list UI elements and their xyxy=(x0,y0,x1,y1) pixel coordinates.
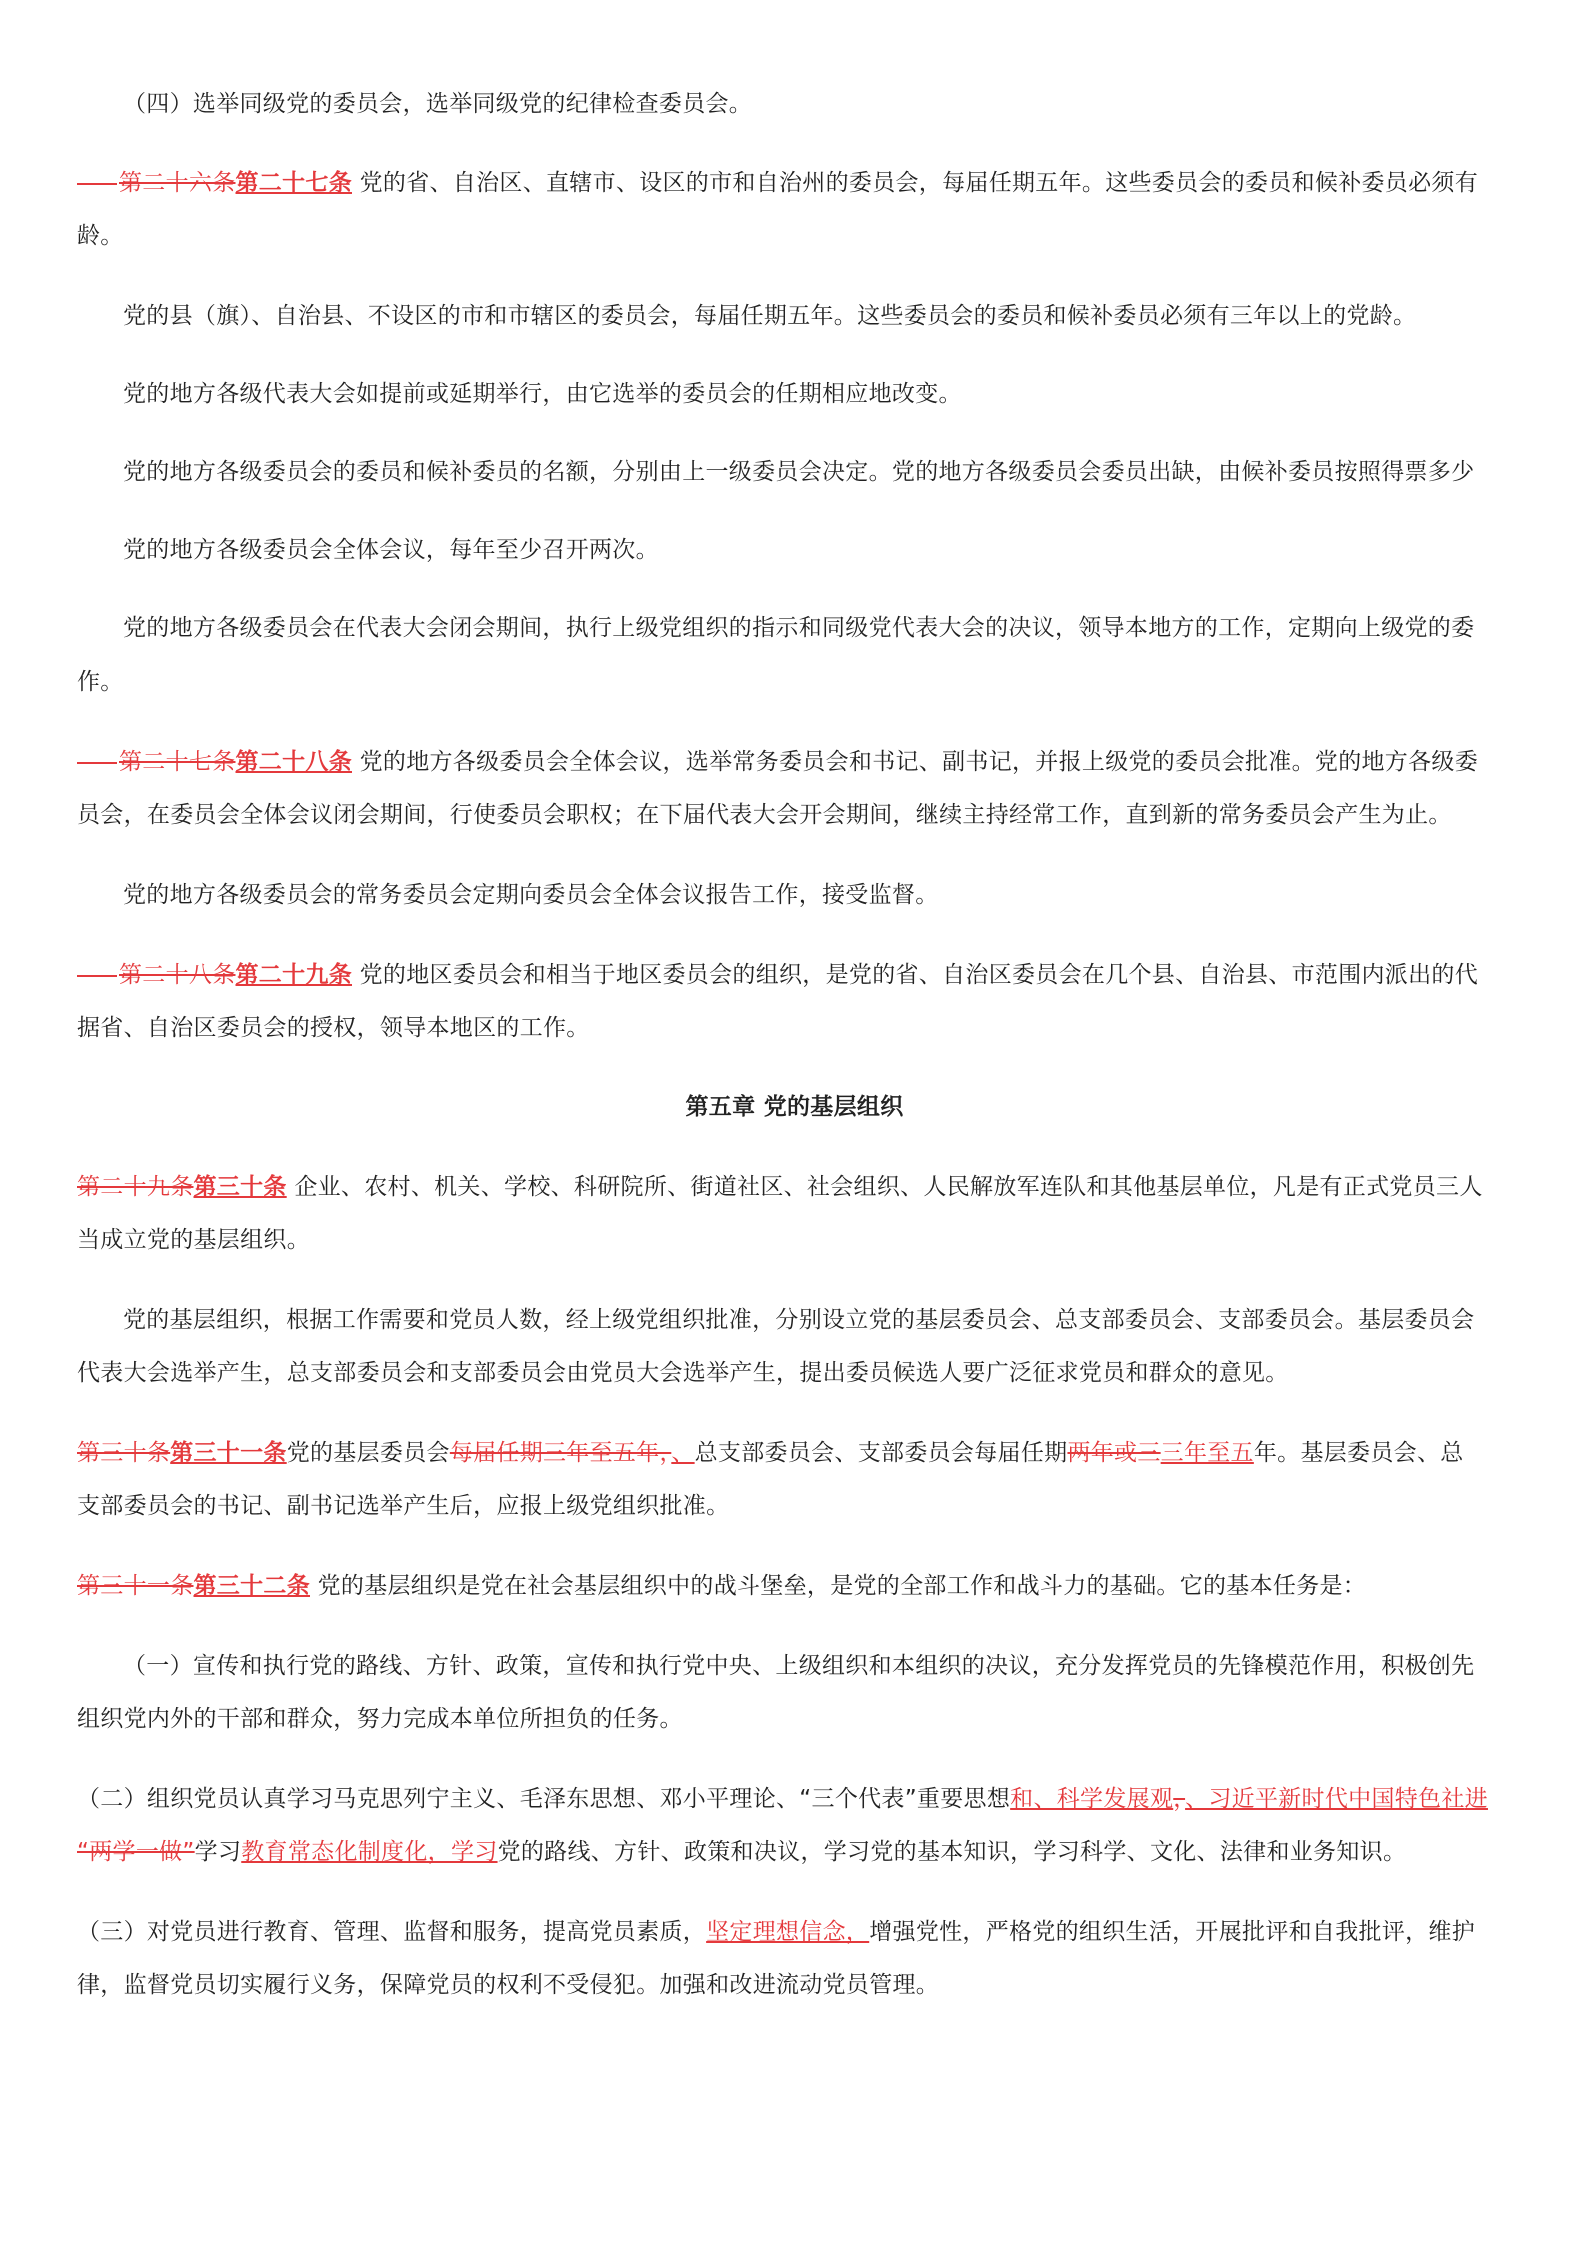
deleted-text: ， xyxy=(1173,1786,1186,1812)
article-32-line-1 xyxy=(77,1570,1366,1602)
article-text: 党的地区委员会和相当于地区委员会的组织，是党的省、自治区委员会在几个县、自治县、市范围内派出的代 xyxy=(352,962,1479,988)
task-1-line-2: 组织党内外的干部和群众，努力完成本单位所担负的任务。 xyxy=(77,1706,683,1732)
deleted-article-number: 第二十九条 xyxy=(77,1174,194,1200)
deleted-text: 两年或三 xyxy=(1067,1440,1161,1466)
paragraph-county-committee: 党的县（旗）、自治县、不设区的市和市辖区的委员会，每届任期五年。这些委员会的委员和候补委员必须有三年以上的党龄。 xyxy=(123,303,1417,329)
inserted-article-number: 第三十条 xyxy=(193,1174,287,1200)
inserted-article-number: 第二十七条 xyxy=(235,170,352,196)
task-3-line-2: 律，监督党员切实履行义务，保障党员的权利不受侵犯。加强和改进流动党员管理。 xyxy=(77,1972,940,1998)
article-text: 党的地方各级委员会全体会议，选举常务委员会和书记、副书记，并报上级党的委员会批准。党的地方各级委 xyxy=(352,749,1479,775)
inserted-article-number: 第二十八条 xyxy=(235,749,352,775)
article-31-line-1 xyxy=(77,1437,1464,1469)
article-text: 总支部委员会、支部委员会每届任期 xyxy=(694,1440,1068,1466)
deleted-article-number: 第二十八条 xyxy=(119,962,236,988)
clause-4-text: （四）选举同级党的委员会，选举同级党的纪律检查委员会。 xyxy=(123,91,753,117)
article-31-line-2: 支部委员会的书记、副书记选举产生后，应报上级党组织批准。 xyxy=(77,1493,730,1519)
article-text: 党的基层委员会 xyxy=(286,1440,450,1466)
inserted-article-number: 第三十二条 xyxy=(193,1573,310,1599)
inserted-article-number: 第二十九条 xyxy=(235,962,352,988)
article-27-line-2: 龄。 xyxy=(77,223,124,249)
chapter-heading: 第五章 党的基层组织 xyxy=(685,1094,904,1120)
deleted-text: “两学一做” xyxy=(77,1839,195,1865)
inserted-article-number: 第三十一条 xyxy=(170,1440,287,1466)
inserted-text: 坚定理想信念， xyxy=(706,1919,870,1945)
task-text: （二）组织党员认真学习马克思列宁主义、毛泽东思想、邓小平理论、“三个代表”重要思想 xyxy=(77,1786,1011,1812)
article-30-line-2: 当成立党的基层组织。 xyxy=(77,1227,310,1253)
task-text: 党的路线、方针、政策和决议，学习党的基本知识，学习科学、文化、法律和业务知识。 xyxy=(497,1839,1407,1865)
paragraph-standing-committee: 党的地方各级委员会的常务委员会定期向委员会全体会议报告工作，接受监督。 xyxy=(123,882,939,908)
article-29-line-2: 据省、自治区委员会的授权，领导本地区的工作。 xyxy=(77,1015,590,1041)
article-27-line-1 xyxy=(77,167,1478,199)
deleted-article-number: 第二十六条 xyxy=(119,170,236,196)
deleted-dash xyxy=(77,762,117,764)
deleted-dash xyxy=(77,975,117,977)
task-text: （三）对党员进行教育、管理、监督和服务，提高党员素质， xyxy=(77,1919,707,1945)
task-2-line-1 xyxy=(77,1783,1488,1815)
article-28-line-2: 员会，在委员会全体会议闭会期间，行使委员会职权；在下届代表大会开会期间，继续主持经常工作，直到新的常务委员会产生为止。 xyxy=(77,802,1452,828)
task-3-line-1 xyxy=(77,1916,1475,1948)
inserted-text: 教育常态化制度化，学习 xyxy=(241,1839,498,1865)
paragraph-congress-timing: 党的地方各级代表大会如提前或延期举行，由它选举的委员会的任期相应地改变。 xyxy=(123,381,962,407)
article-29-line-1 xyxy=(77,959,1478,991)
article-30-line-1 xyxy=(77,1171,1483,1203)
paragraph-grassroots-2: 代表大会选举产生，总支部委员会和支部委员会由党员大会选举产生，提出委员候选人要广泛征求党员和群众的意见。 xyxy=(77,1360,1289,1386)
paragraph-member-quota: 党的地方各级委员会的委员和候补委员的名额，分别由上一级委员会决定。党的地方各级委员会委员出缺，由候补委员按照得票多少 xyxy=(123,459,1475,485)
task-1-line-1: （一）宣传和执行党的路线、方针、政策，宣传和执行党中央、上级组织和本组织的决议，充分发挥党员的先锋模范作用，积极创先 xyxy=(123,1653,1475,1679)
article-text: 企业、农村、机关、学校、科研院所、街道社区、社会组织、人民解放军连队和其他基层单位，凡是有正式党员三人 xyxy=(286,1174,1483,1200)
task-text: 学习 xyxy=(194,1839,242,1865)
inserted-text: 三年至五 xyxy=(1160,1440,1254,1466)
task-2-line-2 xyxy=(77,1836,1406,1868)
inserted-text: 、 xyxy=(671,1440,695,1466)
inserted-text: 、习近平新时代中国特色社 xyxy=(1185,1786,1465,1812)
article-text: 党的基层组织是党在社会基层组织中的战斗堡垒，是党的全部工作和战斗力的基础。它的基本任务是： xyxy=(310,1573,1367,1599)
paragraph-committee-duties-2: 作。 xyxy=(77,669,124,695)
inserted-text: 进 xyxy=(1464,1786,1488,1812)
paragraph-committee-duties-1: 党的地方各级委员会在代表大会闭会期间，执行上级党组织的指示和同级党代表大会的决议，领导本地方的工作，定期向上级党的委 xyxy=(123,615,1475,641)
task-text: 增强党性，严格党的组织生活，开展批评和自我批评，维护 xyxy=(869,1919,1476,1945)
deleted-article-number: 第三十条 xyxy=(77,1440,171,1466)
inserted-text: 和、科学发展观 xyxy=(1010,1786,1174,1812)
article-text: 党的省、自治区、直辖市、设区的市和自治州的委员会，每届任期五年。这些委员会的委员和候补委员必须有 xyxy=(352,170,1479,196)
article-28-line-1 xyxy=(77,746,1478,778)
deleted-article-number: 第三十一条 xyxy=(77,1573,194,1599)
paragraph-grassroots-1: 党的基层组织，根据工作需要和党员人数，经上级党组织批准，分别设立党的基层委员会、总支部委员会、支部委员会。基层委员会 xyxy=(123,1307,1475,1333)
deleted-article-number: 第二十七条 xyxy=(119,749,236,775)
deleted-dash xyxy=(77,183,117,185)
article-text: 年。基层委员会、总 xyxy=(1253,1440,1464,1466)
paragraph-plenary-session: 党的地方各级委员会全体会议，每年至少召开两次。 xyxy=(123,537,659,563)
deleted-text: 每届任期三年至五年， xyxy=(449,1440,672,1466)
